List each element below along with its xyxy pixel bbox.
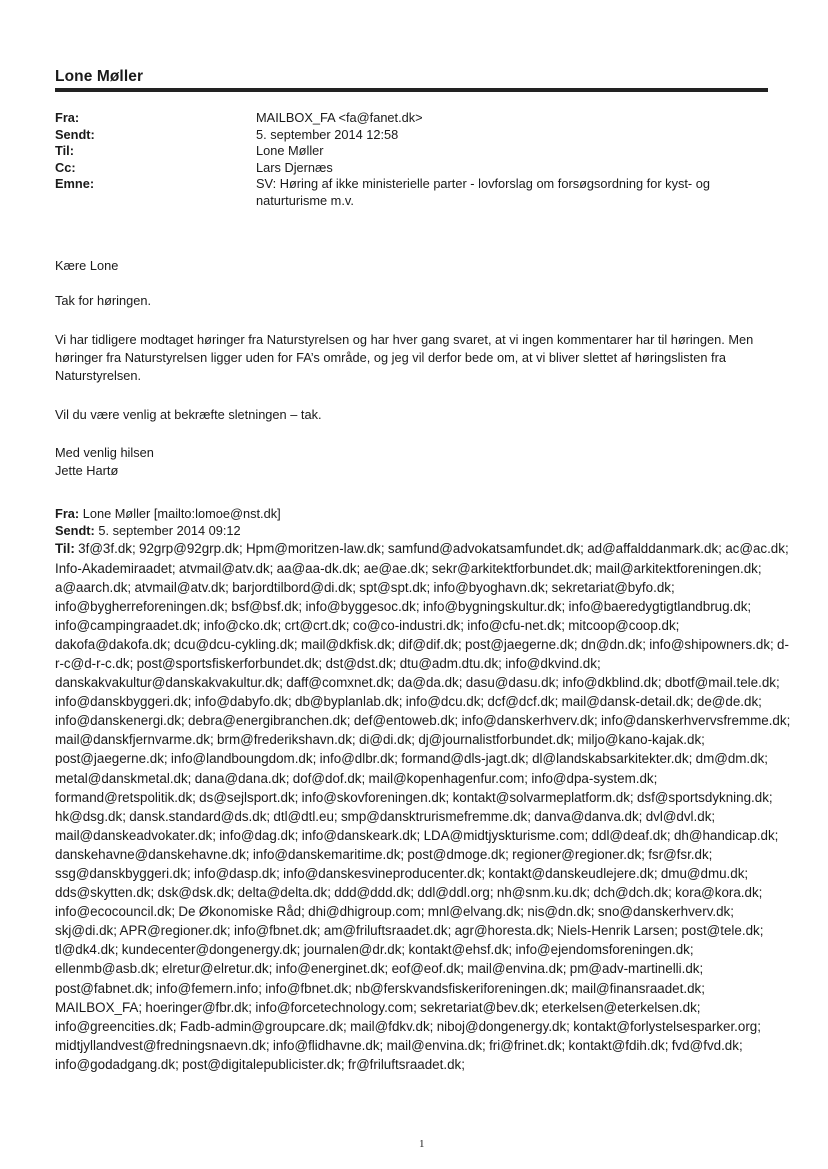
header-rule bbox=[55, 88, 768, 92]
forwarded-from-label: Fra: bbox=[55, 506, 80, 521]
header-to-value: Lone Møller bbox=[256, 143, 324, 158]
header-subject-row bbox=[55, 176, 775, 209]
forwarded-to-label: Til: bbox=[55, 541, 75, 557]
header-sent-label: Sendt: bbox=[55, 126, 95, 142]
header-from-value: MAILBOX_FA <fa@fanet.dk> bbox=[256, 110, 423, 125]
forwarded-to-value: 3f@3f.dk; 92grp@92grp.dk; Hpm@moritzen-law.dk; samfund@advokatsamfundet.dk; ad@affalddanmark.dk; ac@ac.dk; Info-Akademiraadet; atvmail@atv.dk; aa@aa-dk.dk; ae@ae.dk; sekr@arkitektforbundet.dk; mail@arkitektforeningen.dk; a@aarch.dk; atvmail@atv.dk; barjordtilbord@di.dk; spt@spt.dk; info@byoghavn.dk; sekretariat@byfo.dk; info@bygherreforeningen.dk; bsf@bsf.dk; info@byggesoc.dk; info@bygningskultur.dk; info@baeredygtigtlandbrug.dk; info@campingraadet.dk; info@cko.dk; crt@crt.dk; co@co-industri.dk; info@cfu-net.dk; mitcoop@coop.dk; dakofa@dakofa.dk; dcu@dcu-cykling.dk; mail@dkfisk.dk; dif@dif.dk; post@jaegerne.dk; dn@dn.dk; info@shipowners.dk; d-r-c@d-r-c.dk; post@sportsfiskerforbundet.dk; dst@dst.dk; dtu@adm.dtu.dk; info@dkvind.dk; danskakvakultur@danskakvakultur.dk; daff@comxnet.dk; da@da.dk; dasu@dasu.dk; info@dkblind.dk; dbotf@mail.tele.dk; info@danskbyggeri.dk; info@dabyfo.dk; db@byplanlab.dk; info@dcu.dk; dcf@dcf.dk; mail@dansk-detail.dk; de@de.dk; info@danskenergi.dk; debra@energibranchen.dk; def@entoweb.dk; info@danskerhverv.dk; info@danskerhvervsfremme.dk; mail@danskfjernvarme.dk; brm@frederikshavn.dk; di@di.dk; dj@journalistforbundet.dk; miljo@kano-kajak.dk; post@jaegerne.dk; info@landboungdom.dk; info@dlbr.dk; formand@dls-jagt.dk; dl@landskabsarkitekter.dk; dm@dm.dk; metal@danskmetal.dk; dana@dana.dk; dof@dof.dk; mail@kopenhagenfur.com; info@dpa-system.dk; formand@retspolitik.dk; ds@sejlsport.dk; info@skovforeningen.dk; kontakt@solvarmeplatform.dk; dsf@sportsdykning.dk; hk@dsg.dk; dansk.standard@ds.dk; dtl@dtl.eu; smp@dansktrurismefremme.dk; danva@danva.dk; dvl@dvl.dk; mail@danskeadvokater.dk; info@dag.dk; info@danskeark.dk; LDA@midtjyskturisme.com; ddl@deaf.dk; dh@handicap.dk; danskehavne@danskehavne.dk; info@danskemaritime.dk; post@dmoge.dk; regioner@regioner.dk; fsr@fsr.dk; ssg@danskbyggeri.dk; info@dasp.dk; info@danskesvineproducenter.dk; kontakt@danskeudlejere.dk; dmu@dmu.dk; dds@skytten.dk; dsk@dsk.dk; delta@delta.dk; ddd@ddd.dk; ddl@ddl.org; nh@snm.ku.dk; dch@dch.dk; kora@kora.dk; info@ecocouncil.dk; De Økonomiske Råd; dhi@dhigroup.com; mnl@elvang.dk; nis@dn.dk; sno@danskerhverv.dk; skj@di.dk; APR@regioner.dk; info@fbnet.dk; am@friluftsraadet.dk; agr@horesta.dk; Niels-Henrik Larsen; post@tele.dk; tl@dk4.dk; kundecenter@dongenergy.dk; journalen@dr.dk; kontakt@ehsf.dk; info@ejendomsforeningen.dk; ellenmb@asb.dk; elretur@elretur.dk; info@energinet.dk; eof@eof.dk; mail@envina.dk; pm@adv-martinelli.dk; post@fabnet.dk; info@femern.info; info@fbnet.dk; nb@ferskvandsfiskeriforeningen.dk; mail@finansraadet.dk; MAILBOX_FA; hoeringer@fbr.dk; info@forcetechnology.com; sekretariat@bev.dk; eterkelsen@eterkelsen.dk; info@greencities.dk; Fadb-admin@groupcare.dk; mail@fdkv.dk; niboj@dongenergy.dk; kontakt@forlystelsesparker.org; midtjyllandvest@fredningsnaevn.dk; info@flidhavne.dk; mail@envina.dk; fri@frinet.dk; kontakt@fdih.dk; fvd@fvd.dk; info@godadgang.dk; post@digitalepublicister.dk; fr@friluftsraadet.dk; bbox=[55, 541, 791, 1072]
forwarded-recipients bbox=[55, 539, 793, 1074]
greeting: Kære Lone bbox=[55, 258, 119, 273]
header-cc-label: Cc: bbox=[55, 159, 76, 175]
body-paragraph: Vi har tidligere modtaget høringer fra Naturstyrelsen og har hver gang svaret, at vi ingen kommentarer har til høringen. Men høringer fra Naturstyrelsen ligger uden for FA’s område, og jeg vil derfor bede om, at vi bliver slettet af høringslisten fra Naturstyrelsen. bbox=[55, 332, 754, 383]
forwarded-from bbox=[55, 505, 795, 522]
email-header bbox=[55, 110, 775, 209]
header-to-label: Til: bbox=[55, 143, 74, 158]
header-from-row bbox=[55, 110, 775, 127]
header-from-label: Fra: bbox=[55, 110, 80, 125]
forwarded-message bbox=[55, 505, 795, 1074]
forwarded-sent-label: Sendt: bbox=[55, 523, 95, 539]
forwarded-sent bbox=[55, 522, 795, 539]
request-line: Vil du være venlig at bekræfte sletningen – tak. bbox=[55, 407, 322, 422]
signature: Jette Hartø bbox=[55, 463, 119, 478]
page-number: 1 bbox=[419, 1138, 425, 1150]
header-sent-row bbox=[55, 127, 775, 144]
closing-line: Med venlig hilsen bbox=[55, 445, 154, 460]
header-subject-value: SV: Høring af ikke ministerielle parter - lovforslag om forsøgsordning for kyst- og naturturisme m.v. bbox=[256, 176, 710, 208]
header-subject-label: Emne: bbox=[55, 176, 95, 191]
thanks-line: Tak for høringen. bbox=[55, 293, 152, 308]
forwarded-from-value: Lone Møller [mailto:lomoe@nst.dk] bbox=[79, 506, 281, 521]
header-cc-value: Lars Djernæs bbox=[256, 159, 333, 175]
header-cc-row bbox=[55, 160, 775, 177]
header-sent-value: 5. september 2014 12:58 bbox=[256, 126, 399, 142]
sender-name: Lone Møller bbox=[55, 68, 144, 85]
forwarded-sent-value: 5. september 2014 09:12 bbox=[94, 523, 241, 539]
header-to-row bbox=[55, 143, 775, 160]
